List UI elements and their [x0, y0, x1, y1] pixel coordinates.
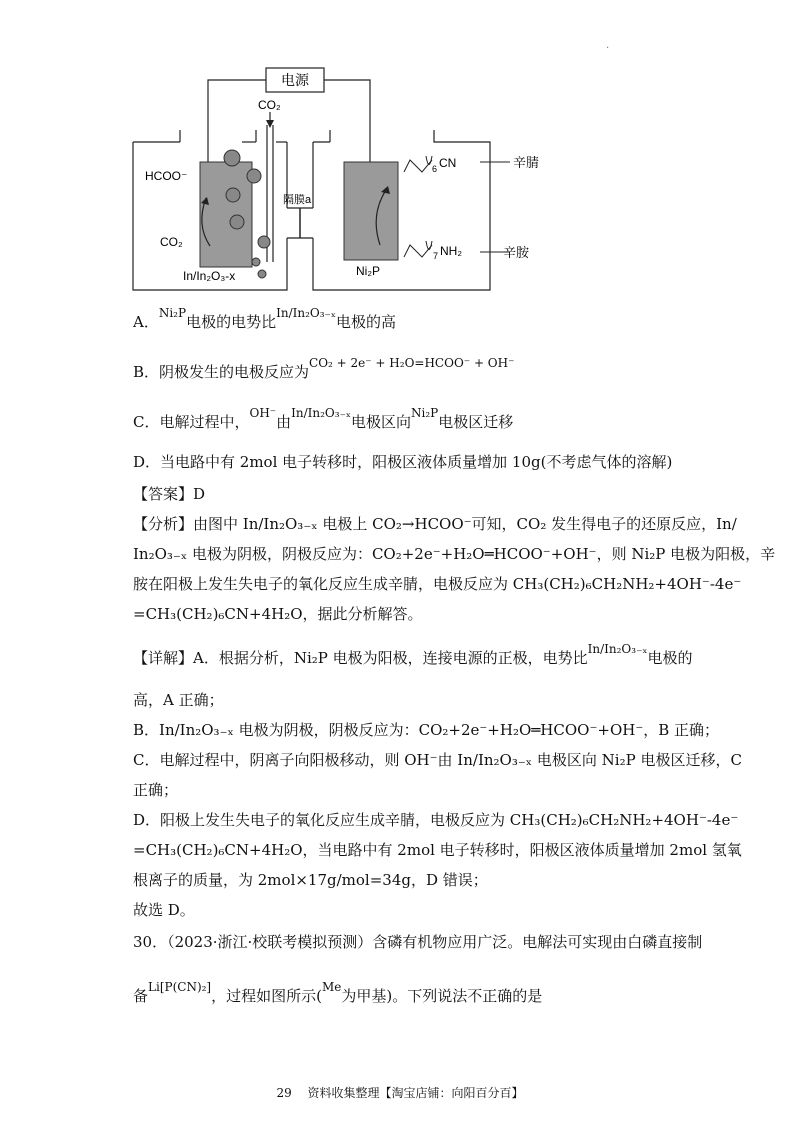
gas-bubble — [258, 236, 270, 248]
option-c: C．电解过程中，$^{OH^-}$由$^{In/In_2O_{3-x}}$电极区向$^{Ni_2P}$电极区迁移 — [133, 406, 514, 431]
electrolysis-diagram — [0, 0, 800, 310]
gas-bubble — [258, 270, 266, 278]
page-number: 29 — [276, 1086, 292, 1100]
gas-bubble — [252, 258, 260, 266]
amine-formula: NH₂ — [440, 244, 462, 258]
amine-sub: 7 — [433, 251, 439, 261]
gas-bubble — [226, 188, 240, 202]
nitrile-name: 辛腈 — [513, 155, 540, 170]
analysis-line: =CH₃(CH₂)₆CN+4H₂O，据此分析解答。 — [133, 605, 423, 623]
amine-chain — [404, 245, 432, 257]
nitrile-chain — [404, 160, 432, 172]
membrane-label: 隔膜a — [283, 194, 312, 206]
co2-product-label: CO₂ — [160, 235, 183, 249]
detail-first-line: 【详解】A．根据分析，Ni₂P 电极为阳极，连接电源的正极，电势比$^{In/In_2O_{3-x}}$电极的 — [133, 642, 693, 667]
co2-inlet-label: CO₂ — [258, 98, 281, 112]
question-30-stem-cont: 备$^{Li[P(CN)_2]}$，过程如图所示($^{Me}$为甲基)。下列说法不正确的是 — [133, 980, 543, 1005]
detail-line: =CH₃(CH₂)₆CN+4H₂O，当电路中有 2mol 电子转移时，阳极区液体质量增加 2mol 氢氧 — [133, 841, 742, 859]
wire-right — [324, 80, 370, 162]
answer: 【答案】D — [133, 485, 206, 503]
option-b: B．阴极发生的电极反应为$^{CO_2 + 2e^- + H_2O=HCOO^- + OH^-}$ — [133, 356, 515, 381]
gas-bubble — [224, 150, 240, 166]
gas-bubble — [230, 215, 244, 229]
cathode-electrode — [200, 162, 252, 267]
nitrile-formula: CN — [439, 156, 457, 170]
detail-line: 故选 D。 — [133, 901, 195, 919]
analysis-line: 【分析】由图中 In/In₂O₃₋ₓ 电极上 CO₂→HCOO⁻可知，CO₂ 发生得电子的还原反应，In/ — [133, 515, 737, 533]
detail-line: 根离子的质量，为 2mol×17g/mol=34g，D 错误； — [133, 871, 488, 889]
analysis-line: In₂O₃₋ₓ 电极为阴极，阴极反应为：CO₂+2e⁻+H₂O═HCOO⁻+OH⁻，则 Ni₂P 电极为阳极，辛 — [133, 545, 776, 563]
analysis-line: 胺在阳极上发生失电子的氧化反应生成辛腈，电极反应为 CH₃(CH₂)₆CH₂NH₂+4OH⁻-4e⁻ — [133, 575, 742, 593]
anode-electrode — [344, 162, 398, 260]
hcoo-label: HCOO⁻ — [145, 169, 188, 183]
detail-line: 高，A 正确； — [133, 691, 224, 709]
detail-line: C．电解过程中，阴离子向阳极移动，则 OH⁻由 In/In₂O₃₋ₓ 电极区向 Ni₂P 电极区迁移，C — [133, 751, 742, 769]
amine-name: 辛胺 — [503, 245, 530, 260]
wire-left — [208, 80, 266, 162]
power-source-label: 电源 — [281, 72, 309, 88]
question-30-stem: 30．（2023·浙江·校联考模拟预测）含磷有机物应用广泛。电解法可实现由白磷直接制 — [133, 933, 703, 951]
option-a: A．$^{Ni_2P}$电极的电势比$^{In/In_2O_{3-x}}$电极的高 — [133, 306, 396, 331]
option-d: D．当电路中有 2mol 电子转移时，阳极区液体质量增加 10g(不考虑气体的溶解) — [133, 453, 673, 471]
page-footer — [0, 1084, 800, 1101]
right-cell-wall — [313, 130, 490, 290]
footer-source: 资料收集整理【淘宝店铺：向阳百分百】 — [307, 1086, 524, 1100]
detail-line: D．阳极上发生失电子的氧化反应生成辛腈，电极反应为 CH₃(CH₂)₆CH₂NH₂+4OH⁻-4e⁻ — [133, 811, 739, 829]
cathode-label: In/In₂O₃-x — [183, 269, 236, 283]
detail-line: B．In/In₂O₃₋ₓ 电极为阴极，阴极反应为：CO₂+2e⁻+H₂O═HCOO⁻+OH⁻，B 正确； — [133, 721, 720, 739]
detail-line: 正确； — [133, 781, 179, 799]
nitrile-sub: 6 — [432, 164, 438, 174]
corner-dot: . — [606, 40, 610, 51]
gas-bubble — [247, 169, 261, 183]
anode-label: Ni₂P — [356, 264, 380, 278]
